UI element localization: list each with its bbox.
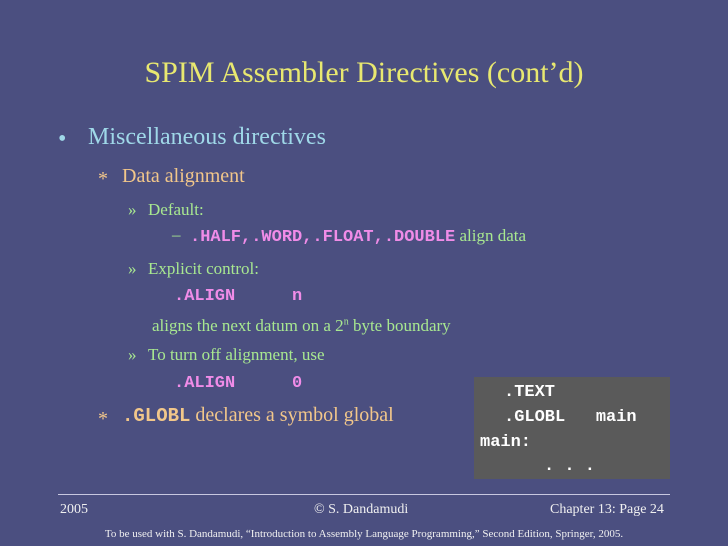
- footer-note: To be used with S. Dandamudi, “Introduction to Assembly Language Programming,” Second Edition, Springer, 2005.: [104, 528, 624, 540]
- code-line-ellipsis: . . .: [544, 457, 596, 476]
- code-line-globl: .GLOBL main: [504, 408, 637, 427]
- footer-copyright: © S. Dandamudi: [314, 502, 409, 517]
- code-line-main: main:: [480, 433, 532, 452]
- bullet-chevron: »: [128, 259, 137, 278]
- slide-title: SPIM Assembler Directives (cont’d): [144, 56, 584, 89]
- footer-year: 2005: [60, 502, 88, 517]
- aligns-superscript: n: [343, 316, 349, 328]
- code-example-box: [474, 377, 670, 479]
- align-n-arg: n: [292, 287, 303, 306]
- bullet-chevron: »: [128, 200, 137, 219]
- footer-divider: [58, 494, 670, 495]
- default-line: [190, 226, 526, 247]
- align-0-code: .ALIGN: [174, 374, 236, 393]
- default-tail: align data: [459, 226, 527, 245]
- bullet-turn-off: To turn off alignment, use: [148, 345, 325, 364]
- globl-text: declares a symbol global: [195, 404, 394, 426]
- bullet-dot: •: [58, 126, 67, 152]
- bullet-dash: –: [172, 225, 181, 244]
- code-line-text: .TEXT: [504, 383, 556, 402]
- bullet-default: Default:: [148, 200, 204, 219]
- bullet-chevron: »: [128, 345, 137, 364]
- footer-page: Chapter 13: Page 24: [550, 502, 664, 517]
- aligns-text-pre: aligns the next datum on a 2: [152, 316, 344, 335]
- bullet-data-alignment: Data alignment: [122, 165, 245, 187]
- bullet-explicit: Explicit control:: [148, 259, 259, 278]
- bullet-star: *: [98, 168, 108, 190]
- aligns-text-post: byte boundary: [352, 316, 451, 335]
- bullet-globl: [122, 404, 394, 427]
- bullet-misc: Miscellaneous directives: [88, 124, 326, 150]
- bullet-star: *: [98, 408, 108, 430]
- align-0-arg: 0: [292, 374, 303, 393]
- aligns-description: [152, 316, 451, 336]
- globl-code: .GLOBL: [122, 405, 191, 427]
- align-n-code: .ALIGN: [174, 287, 236, 306]
- default-directives-code: .HALF,.WORD,.FLOAT,.DOUBLE: [190, 228, 456, 247]
